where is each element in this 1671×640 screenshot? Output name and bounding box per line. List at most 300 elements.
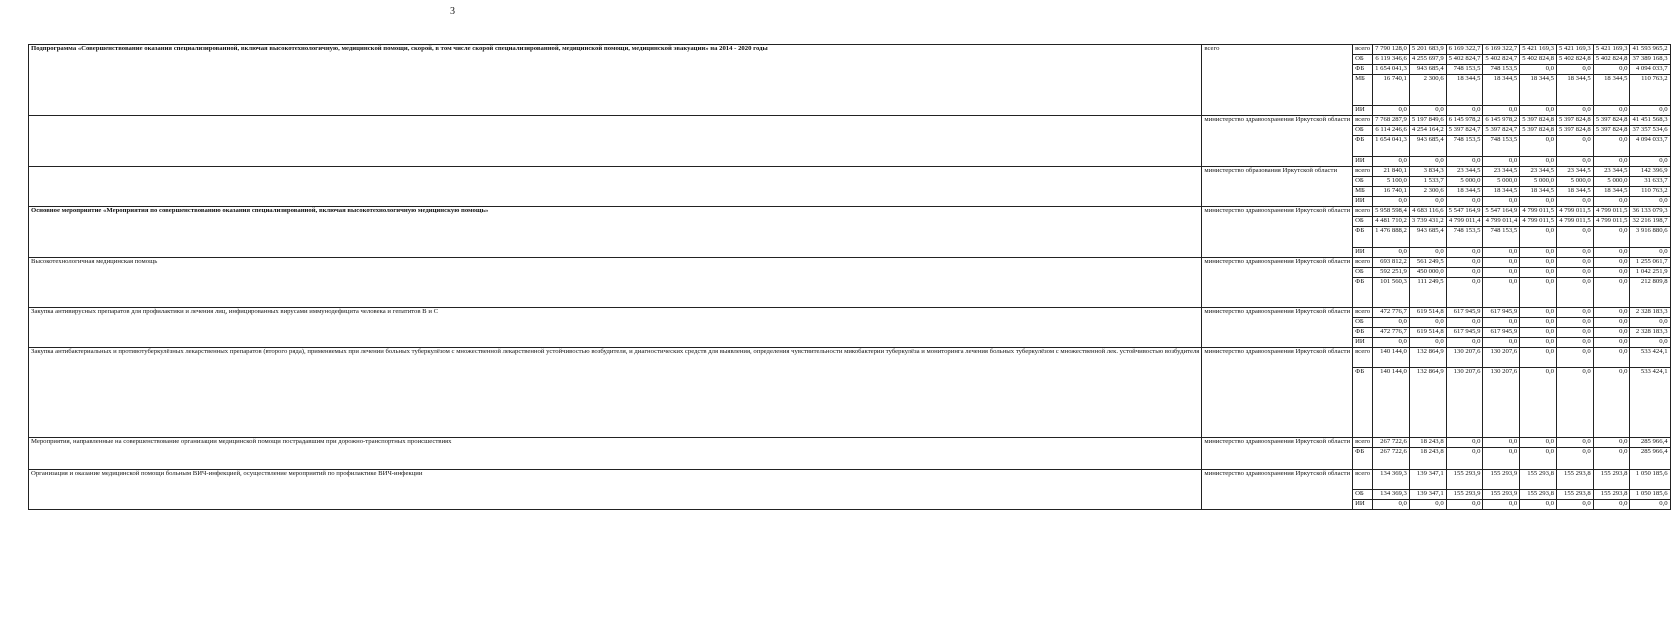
amount-cell: 617 945,9 <box>1446 328 1483 338</box>
amount-cell: 0,0 <box>1446 438 1483 448</box>
amount-cell: 0,0 <box>1409 338 1446 348</box>
amount-cell: 0,0 <box>1593 338 1630 348</box>
total-cell: 1 050 185,6 <box>1630 490 1670 500</box>
amount-cell: 7 768 287,9 <box>1373 116 1410 126</box>
total-cell: 142 396,9 <box>1630 167 1670 177</box>
amount-cell: 0,0 <box>1483 448 1520 470</box>
amount-cell: 4 255 697,9 <box>1409 55 1446 65</box>
amount-cell: 0,0 <box>1446 157 1483 167</box>
amount-cell: 6 119 346,6 <box>1373 55 1410 65</box>
funding-source-cell: всего <box>1353 45 1373 55</box>
funding-source-cell: ИИ <box>1353 197 1373 207</box>
amount-cell: 0,0 <box>1520 338 1557 348</box>
table-row <box>29 167 1671 177</box>
amount-cell: 748 153,5 <box>1446 227 1483 248</box>
amount-cell: 0,0 <box>1593 157 1630 167</box>
amount-cell: 619 514,8 <box>1409 308 1446 318</box>
activity-description: Организация и оказание медицинской помощи больным ВИЧ-инфекцией, осуществление мероприятий по профилактике ВИЧ-инфекции <box>29 470 1202 510</box>
amount-cell: 0,0 <box>1593 136 1630 157</box>
amount-cell: 5 402 824,7 <box>1483 55 1520 65</box>
amount-cell: 472 776,7 <box>1373 308 1410 318</box>
amount-cell: 0,0 <box>1520 308 1557 318</box>
amount-cell: 748 153,5 <box>1446 136 1483 157</box>
amount-cell: 130 207,6 <box>1446 368 1483 438</box>
amount-cell: 0,0 <box>1520 258 1557 268</box>
amount-cell: 0,0 <box>1520 197 1557 207</box>
amount-cell: 0,0 <box>1556 136 1593 157</box>
funding-source-cell: МБ <box>1353 75 1373 106</box>
total-cell: 36 133 079,3 <box>1630 207 1670 217</box>
funding-source-cell: всего <box>1353 167 1373 177</box>
funding-source-cell: ИИ <box>1353 248 1373 258</box>
amount-cell: 0,0 <box>1556 227 1593 248</box>
amount-cell: 140 144,0 <box>1373 368 1410 438</box>
total-cell: 533 424,1 <box>1630 348 1670 368</box>
amount-cell: 0,0 <box>1409 157 1446 167</box>
amount-cell: 7 790 128,0 <box>1373 45 1410 55</box>
amount-cell: 132 864,9 <box>1409 348 1446 368</box>
amount-cell: 16 740,1 <box>1373 75 1410 106</box>
table-row <box>29 438 1671 448</box>
amount-cell: 5 000,0 <box>1483 177 1520 187</box>
funding-source-cell: ФБ <box>1353 448 1373 470</box>
amount-cell: 155 293,8 <box>1593 470 1630 490</box>
amount-cell: 16 740,1 <box>1373 187 1410 197</box>
activity-description <box>29 167 1202 207</box>
amount-cell: 155 293,9 <box>1446 470 1483 490</box>
amount-cell: 23 344,5 <box>1446 167 1483 177</box>
amount-cell: 5 000,0 <box>1446 177 1483 187</box>
amount-cell: 748 153,5 <box>1446 65 1483 75</box>
funding-source-cell: ОБ <box>1353 268 1373 278</box>
funding-source-cell: ФБ <box>1353 328 1373 338</box>
amount-cell: 0,0 <box>1446 500 1483 510</box>
executor-cell: министерство образования Иркутской области <box>1202 167 1353 207</box>
funding-source-cell: всего <box>1353 348 1373 368</box>
executor-cell: министерство здравоохранения Иркутской области <box>1202 258 1353 308</box>
amount-cell: 0,0 <box>1593 318 1630 328</box>
amount-cell: 0,0 <box>1556 438 1593 448</box>
amount-cell: 0,0 <box>1520 65 1557 75</box>
amount-cell: 155 293,8 <box>1556 490 1593 500</box>
total-cell: 0,0 <box>1630 157 1670 167</box>
total-cell: 41 593 965,2 <box>1630 45 1670 55</box>
total-cell: 32 216 198,7 <box>1630 217 1670 227</box>
funding-source-cell: ОБ <box>1353 126 1373 136</box>
amount-cell: 0,0 <box>1556 197 1593 207</box>
amount-cell: 0,0 <box>1483 278 1520 308</box>
amount-cell: 0,0 <box>1556 308 1593 318</box>
amount-cell: 0,0 <box>1593 258 1630 268</box>
amount-cell: 155 293,8 <box>1520 490 1557 500</box>
amount-cell: 139 347,1 <box>1409 470 1446 490</box>
amount-cell: 5 000,0 <box>1520 177 1557 187</box>
amount-cell: 18 344,5 <box>1483 75 1520 106</box>
total-cell: 1 042 251,9 <box>1630 268 1670 278</box>
amount-cell: 450 000,0 <box>1409 268 1446 278</box>
amount-cell: 693 812,2 <box>1373 258 1410 268</box>
amount-cell: 5 547 164,9 <box>1483 207 1520 217</box>
amount-cell: 2 300,6 <box>1409 75 1446 106</box>
amount-cell: 134 369,3 <box>1373 470 1410 490</box>
amount-cell: 0,0 <box>1483 106 1520 116</box>
activity-description: Основное мероприятие «Мероприятия по совершенствованию оказания специализированной, включая высокотехнологичную медицинскую помощь» <box>29 207 1202 258</box>
amount-cell: 6 145 978,2 <box>1483 116 1520 126</box>
total-cell: 0,0 <box>1630 248 1670 258</box>
amount-cell: 472 776,7 <box>1373 328 1410 338</box>
amount-cell: 111 249,5 <box>1409 278 1446 308</box>
amount-cell: 139 347,1 <box>1409 490 1446 500</box>
amount-cell: 0,0 <box>1593 308 1630 318</box>
amount-cell: 5 100,0 <box>1373 177 1410 187</box>
amount-cell: 4 799 011,5 <box>1593 207 1630 217</box>
total-cell: 3 916 880,6 <box>1630 227 1670 248</box>
amount-cell: 1 476 888,2 <box>1373 227 1410 248</box>
total-cell: 4 094 033,7 <box>1630 136 1670 157</box>
amount-cell: 4 683 116,6 <box>1409 207 1446 217</box>
amount-cell: 0,0 <box>1593 65 1630 75</box>
amount-cell: 0,0 <box>1520 318 1557 328</box>
activity-description: Закупка антивирусных препаратов для профилактики и лечения лиц, инфицированных вирусами иммунодефицита человека и гепатитов В и С <box>29 308 1202 348</box>
amount-cell: 0,0 <box>1520 227 1557 248</box>
funding-source-cell: ФБ <box>1353 368 1373 438</box>
amount-cell: 0,0 <box>1446 106 1483 116</box>
total-cell: 0,0 <box>1630 500 1670 510</box>
executor-cell: министерство здравоохранения Иркутской области <box>1202 308 1353 348</box>
table-row <box>29 470 1671 490</box>
amount-cell: 0,0 <box>1593 227 1630 248</box>
total-cell: 37 389 168,3 <box>1630 55 1670 65</box>
amount-cell: 0,0 <box>1593 248 1630 258</box>
funding-source-cell: ОБ <box>1353 490 1373 500</box>
table-row <box>29 207 1671 217</box>
amount-cell: 3 739 431,2 <box>1409 217 1446 227</box>
amount-cell: 617 945,9 <box>1446 308 1483 318</box>
amount-cell: 155 293,9 <box>1483 490 1520 500</box>
funding-source-cell: ОБ <box>1353 55 1373 65</box>
amount-cell: 4 799 011,5 <box>1520 207 1557 217</box>
amount-cell: 5 402 824,8 <box>1520 55 1557 65</box>
amount-cell: 6 169 322,7 <box>1446 45 1483 55</box>
total-cell: 0,0 <box>1630 318 1670 328</box>
amount-cell: 0,0 <box>1593 448 1630 470</box>
amount-cell: 130 207,6 <box>1483 348 1520 368</box>
amount-cell: 5 397 824,8 <box>1593 126 1630 136</box>
amount-cell: 4 481 710,2 <box>1373 217 1410 227</box>
amount-cell: 0,0 <box>1520 268 1557 278</box>
amount-cell: 0,0 <box>1593 438 1630 448</box>
amount-cell: 5 421 169,3 <box>1593 45 1630 55</box>
amount-cell: 0,0 <box>1483 500 1520 510</box>
activity-description: Закупка антибактериальных и противотуберкулёзных лекарственных препаратов (второго ряда), применяемых при лечении больных туберкулёзом с множественной лекарственной устойчивостью возбудителя, и диагностических средств для выявления, определения чувствительности микобактерии туберкулёза и мониторинга лечения больных туберкулёзом с множественной лек. устойчивостью возбудителя <box>29 348 1202 438</box>
amount-cell: 748 153,5 <box>1483 65 1520 75</box>
amount-cell: 155 293,8 <box>1593 490 1630 500</box>
executor-cell: министерство здравоохранения Иркутской области <box>1202 470 1353 510</box>
funding-source-cell: всего <box>1353 258 1373 268</box>
amount-cell: 0,0 <box>1520 438 1557 448</box>
total-cell: 0,0 <box>1630 197 1670 207</box>
amount-cell: 5 547 164,9 <box>1446 207 1483 217</box>
amount-cell: 0,0 <box>1520 106 1557 116</box>
amount-cell: 267 722,6 <box>1373 438 1410 448</box>
amount-cell: 130 207,6 <box>1446 348 1483 368</box>
amount-cell: 130 207,6 <box>1483 368 1520 438</box>
amount-cell: 0,0 <box>1373 318 1410 328</box>
amount-cell: 0,0 <box>1373 197 1410 207</box>
amount-cell: 0,0 <box>1556 368 1593 438</box>
amount-cell: 0,0 <box>1556 500 1593 510</box>
amount-cell: 18 344,5 <box>1520 187 1557 197</box>
amount-cell: 0,0 <box>1520 157 1557 167</box>
amount-cell: 155 293,9 <box>1446 490 1483 500</box>
amount-cell: 5 201 683,9 <box>1409 45 1446 55</box>
amount-cell: 5 397 824,8 <box>1556 116 1593 126</box>
amount-cell: 5 397 824,8 <box>1593 116 1630 126</box>
activity-description: Мероприятия, направленные на совершенствование организации медицинской помощи пострадавшим при дорожно-транспортных происшествиях <box>29 438 1202 470</box>
amount-cell: 0,0 <box>1593 197 1630 207</box>
funding-source-cell: ФБ <box>1353 136 1373 157</box>
amount-cell: 2 300,6 <box>1409 187 1446 197</box>
amount-cell: 5 000,0 <box>1556 177 1593 187</box>
amount-cell: 5 397 824,8 <box>1520 116 1557 126</box>
amount-cell: 0,0 <box>1520 348 1557 368</box>
amount-cell: 0,0 <box>1483 318 1520 328</box>
amount-cell: 0,0 <box>1556 106 1593 116</box>
amount-cell: 0,0 <box>1483 338 1520 348</box>
amount-cell: 5 397 824,8 <box>1556 126 1593 136</box>
amount-cell: 155 293,9 <box>1483 470 1520 490</box>
amount-cell: 0,0 <box>1593 268 1630 278</box>
funding-source-cell: всего <box>1353 308 1373 318</box>
amount-cell: 18 344,5 <box>1446 187 1483 197</box>
amount-cell: 4 799 011,4 <box>1483 217 1520 227</box>
amount-cell: 943 685,4 <box>1409 65 1446 75</box>
amount-cell: 0,0 <box>1483 157 1520 167</box>
amount-cell: 0,0 <box>1593 278 1630 308</box>
amount-cell: 0,0 <box>1446 268 1483 278</box>
amount-cell: 18 344,5 <box>1483 187 1520 197</box>
amount-cell: 23 344,5 <box>1593 167 1630 177</box>
activity-description: Подпрограмма «Совершенствование оказания специализированной, включая высокотехнологичную, медицинской помощи, скорой, в том числе скорой специализированной, медицинской помощи, медицинской эвакуации» на 2014 - 2020 годы <box>29 45 1202 116</box>
amount-cell: 561 249,5 <box>1409 258 1446 268</box>
funding-source-cell: ОБ <box>1353 177 1373 187</box>
amount-cell: 132 864,9 <box>1409 368 1446 438</box>
amount-cell: 18 243,8 <box>1409 448 1446 470</box>
total-cell: 110 763,2 <box>1630 75 1670 106</box>
funding-source-cell: ФБ <box>1353 278 1373 308</box>
amount-cell: 5 197 849,6 <box>1409 116 1446 126</box>
total-cell: 2 328 183,3 <box>1630 308 1670 318</box>
amount-cell: 267 722,6 <box>1373 448 1410 470</box>
amount-cell: 6 169 322,7 <box>1483 45 1520 55</box>
amount-cell: 101 560,3 <box>1373 278 1410 308</box>
amount-cell: 5 402 824,8 <box>1556 55 1593 65</box>
executor-cell: министерство здравоохранения Иркутской области <box>1202 207 1353 258</box>
amount-cell: 18 243,8 <box>1409 438 1446 448</box>
amount-cell: 18 344,5 <box>1556 187 1593 197</box>
funding-source-cell: ФБ <box>1353 227 1373 248</box>
executor-cell: министерство здравоохранения Иркутской области <box>1202 116 1353 167</box>
amount-cell: 5 421 169,3 <box>1556 45 1593 55</box>
amount-cell: 5 397 824,7 <box>1446 126 1483 136</box>
amount-cell: 748 153,5 <box>1483 136 1520 157</box>
total-cell: 533 424,1 <box>1630 368 1670 438</box>
funding-source-cell: всего <box>1353 207 1373 217</box>
amount-cell: 5 402 824,7 <box>1446 55 1483 65</box>
amount-cell: 592 251,9 <box>1373 268 1410 278</box>
amount-cell: 18 344,5 <box>1593 187 1630 197</box>
amount-cell: 1 533,7 <box>1409 177 1446 187</box>
amount-cell: 0,0 <box>1483 248 1520 258</box>
funding-source-cell: ИИ <box>1353 500 1373 510</box>
amount-cell: 0,0 <box>1556 278 1593 308</box>
total-cell: 0,0 <box>1630 338 1670 348</box>
amount-cell: 0,0 <box>1556 258 1593 268</box>
amount-cell: 5 397 824,7 <box>1483 126 1520 136</box>
amount-cell: 0,0 <box>1446 197 1483 207</box>
total-cell: 212 809,8 <box>1630 278 1670 308</box>
funding-source-cell: ИИ <box>1353 157 1373 167</box>
total-cell: 31 633,7 <box>1630 177 1670 187</box>
amount-cell: 0,0 <box>1409 500 1446 510</box>
amount-cell: 0,0 <box>1520 248 1557 258</box>
amount-cell: 0,0 <box>1446 248 1483 258</box>
amount-cell: 0,0 <box>1593 348 1630 368</box>
funding-source-cell: ФБ <box>1353 65 1373 75</box>
funding-source-cell: ИИ <box>1353 338 1373 348</box>
amount-cell: 1 654 041,3 <box>1373 136 1410 157</box>
page-number: 3 <box>450 6 455 17</box>
total-cell: 2 328 183,3 <box>1630 328 1670 338</box>
funding-source-cell: всего <box>1353 116 1373 126</box>
amount-cell: 0,0 <box>1373 157 1410 167</box>
amount-cell: 5 402 824,8 <box>1593 55 1630 65</box>
amount-cell: 0,0 <box>1373 338 1410 348</box>
amount-cell: 0,0 <box>1556 448 1593 470</box>
amount-cell: 4 799 011,4 <box>1446 217 1483 227</box>
amount-cell: 0,0 <box>1373 248 1410 258</box>
table-row <box>29 258 1671 268</box>
amount-cell: 0,0 <box>1556 157 1593 167</box>
amount-cell: 0,0 <box>1520 278 1557 308</box>
amount-cell: 6 114 246,6 <box>1373 126 1410 136</box>
amount-cell: 0,0 <box>1373 500 1410 510</box>
table-row <box>29 308 1671 318</box>
amount-cell: 18 344,5 <box>1593 75 1630 106</box>
total-cell: 4 094 033,7 <box>1630 65 1670 75</box>
amount-cell: 0,0 <box>1520 136 1557 157</box>
amount-cell: 18 344,5 <box>1556 75 1593 106</box>
amount-cell: 0,0 <box>1556 268 1593 278</box>
amount-cell: 748 153,5 <box>1483 227 1520 248</box>
funding-source-cell: ОБ <box>1353 217 1373 227</box>
amount-cell: 23 344,5 <box>1483 167 1520 177</box>
amount-cell: 0,0 <box>1593 328 1630 338</box>
funding-source-cell: всего <box>1353 470 1373 490</box>
total-cell: 1 050 185,6 <box>1630 470 1670 490</box>
amount-cell: 0,0 <box>1520 368 1557 438</box>
amount-cell: 0,0 <box>1483 258 1520 268</box>
amount-cell: 0,0 <box>1556 328 1593 338</box>
amount-cell: 18 344,5 <box>1520 75 1557 106</box>
amount-cell: 23 344,5 <box>1520 167 1557 177</box>
funding-source-cell: МБ <box>1353 187 1373 197</box>
amount-cell: 5 000,0 <box>1593 177 1630 187</box>
amount-cell: 0,0 <box>1483 268 1520 278</box>
amount-cell: 0,0 <box>1520 500 1557 510</box>
amount-cell: 943 685,4 <box>1409 136 1446 157</box>
total-cell: 1 255 061,7 <box>1630 258 1670 268</box>
total-cell: 37 357 534,6 <box>1630 126 1670 136</box>
amount-cell: 0,0 <box>1409 106 1446 116</box>
amount-cell: 0,0 <box>1520 448 1557 470</box>
amount-cell: 0,0 <box>1593 106 1630 116</box>
budget-table <box>28 44 1671 510</box>
amount-cell: 0,0 <box>1446 258 1483 268</box>
table-row <box>29 116 1671 126</box>
amount-cell: 3 834,3 <box>1409 167 1446 177</box>
table-row <box>29 45 1671 55</box>
amount-cell: 0,0 <box>1556 348 1593 368</box>
amount-cell: 0,0 <box>1556 338 1593 348</box>
funding-source-cell: ОБ <box>1353 318 1373 328</box>
table-row <box>29 348 1671 368</box>
amount-cell: 0,0 <box>1593 368 1630 438</box>
amount-cell: 619 514,8 <box>1409 328 1446 338</box>
amount-cell: 0,0 <box>1409 197 1446 207</box>
executor-cell: всего <box>1202 45 1353 116</box>
amount-cell: 18 344,5 <box>1446 75 1483 106</box>
amount-cell: 4 254 164,2 <box>1409 126 1446 136</box>
amount-cell: 21 840,1 <box>1373 167 1410 177</box>
amount-cell: 4 799 011,5 <box>1593 217 1630 227</box>
amount-cell: 0,0 <box>1556 318 1593 328</box>
amount-cell: 0,0 <box>1446 448 1483 470</box>
amount-cell: 4 799 011,5 <box>1520 217 1557 227</box>
amount-cell: 0,0 <box>1409 318 1446 328</box>
amount-cell: 5 421 169,3 <box>1520 45 1557 55</box>
amount-cell: 4 799 011,5 <box>1556 207 1593 217</box>
amount-cell: 155 293,8 <box>1520 470 1557 490</box>
amount-cell: 0,0 <box>1409 248 1446 258</box>
total-cell: 285 966,4 <box>1630 448 1670 470</box>
amount-cell: 134 369,3 <box>1373 490 1410 500</box>
total-cell: 0,0 <box>1630 106 1670 116</box>
amount-cell: 155 293,8 <box>1556 470 1593 490</box>
amount-cell: 0,0 <box>1483 438 1520 448</box>
amount-cell: 0,0 <box>1556 65 1593 75</box>
activity-description <box>29 116 1202 167</box>
executor-cell: министерство здравоохранения Иркутской области <box>1202 438 1353 470</box>
total-cell: 285 966,4 <box>1630 438 1670 448</box>
amount-cell: 6 145 978,2 <box>1446 116 1483 126</box>
amount-cell: 140 144,0 <box>1373 348 1410 368</box>
amount-cell: 0,0 <box>1483 197 1520 207</box>
amount-cell: 0,0 <box>1446 318 1483 328</box>
amount-cell: 0,0 <box>1373 106 1410 116</box>
activity-description: Высокотехнологичная медицинская помощь <box>29 258 1202 308</box>
amount-cell: 617 945,9 <box>1483 328 1520 338</box>
funding-source-cell: ИИ <box>1353 106 1373 116</box>
amount-cell: 0,0 <box>1446 278 1483 308</box>
amount-cell: 617 945,9 <box>1483 308 1520 318</box>
total-cell: 41 451 568,3 <box>1630 116 1670 126</box>
amount-cell: 0,0 <box>1593 500 1630 510</box>
amount-cell: 4 799 011,5 <box>1556 217 1593 227</box>
amount-cell: 0,0 <box>1446 338 1483 348</box>
executor-cell: министерство здравоохранения Иркутской области <box>1202 348 1353 438</box>
amount-cell: 943 685,4 <box>1409 227 1446 248</box>
